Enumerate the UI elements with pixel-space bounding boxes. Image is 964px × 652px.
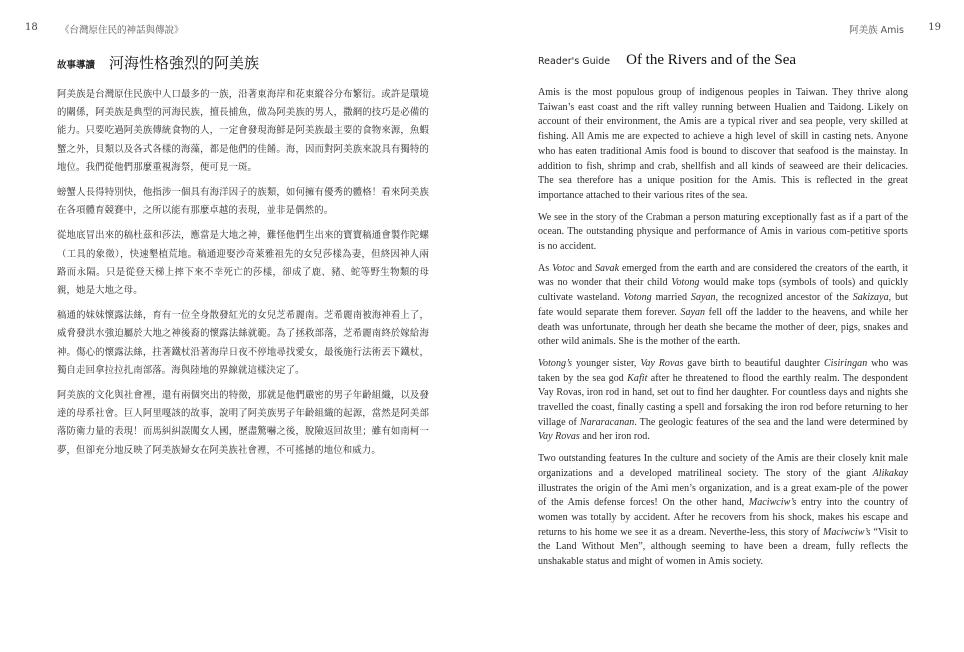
name-maciwciws: Maciwciw’s	[822, 526, 871, 538]
text-run: who was taken by the sea god	[538, 357, 908, 384]
left-running-title: 《台灣原住民的神話與傳說》	[60, 25, 184, 36]
text-run: and her iron rod.	[579, 431, 650, 443]
chapter-title-chinese: 河海性格強烈的阿美族	[109, 54, 260, 72]
text-run: As	[538, 262, 553, 274]
english-paragraph-1: Amis is the most populous group of indigenous peoples in Taiwan. They thrive along Taiwan’s east coast and the rift valley running between Hualien and Taidong. Likely on account of their environment, the Amis are a typical river and sea people, very skilled at fishing. All Amis me are expected to achieve a high level of skill in casting nets. Anyone who has eaten traditional Amis food is bound to discover that seafood is the mainstay. In addition to fish, shrimp and crab, shellfish and all kinds of seaweed are their delicacies. The sea therefore has a unique position for the Amis. This is reflected in the great importance attached to their various rites of the sea.	[538, 87, 908, 201]
name-kafit: Kafit	[627, 372, 648, 384]
section-label-chinese: 故事導讀	[57, 60, 96, 71]
text-run: Two outstanding features In the culture and society of the Amis are their closely knit male organizations and a developed matrilineal society. The story of the giant	[538, 453, 908, 479]
name-cisiringan: Cisiringan	[823, 357, 868, 369]
english-paragraph-2: We see in the story of the Crabman a person maturing exceptionally fast as if a part of the ocean. The outstanding physique and performance of Amis in various com-petitive sports is no accident.	[538, 211, 908, 253]
name-votoc: Votoc	[552, 262, 575, 274]
name-votongs: Votong’s	[538, 357, 573, 369]
left-page-number: 18	[25, 22, 38, 33]
text-run: fell off the ladder to the heavens, and while her death was unfortunate, through her death she became the mother of deer, pigs, snakes and other wild animals. She is the mother of the earth.	[538, 306, 908, 348]
chapter-title-english: Of the Rivers and of the Sea	[626, 52, 797, 68]
english-paragraph-4	[538, 357, 908, 445]
right-page-content	[538, 52, 908, 577]
text-run: , but fate would separate them forever.	[538, 292, 908, 318]
chinese-paragraph-5: 阿美族的文化與社會裡，還有兩個突出的特徵，那就是他們嚴密的男子年齡組織，以及發達的母系社會。巨人阿里嘎該的故事，說明了阿美族男子年齡組織的起源，當然是阿美部落防衛力量的表現！而馬糾糾誤闖女人國，歷盡驚嚇之後，脫險返回故里；雖有如南柯一夢，但卻充分地反映了阿美族婦女在阿美族社會裡，不可搖撼的地位和威力。	[57, 390, 429, 456]
text-run: , the recognized ancestor of the	[715, 292, 853, 304]
text-run: “Visit to the Land Without Men”, although seeming to have been a dream, fully reflects the unshakable status and might of women in Amis society.	[538, 526, 908, 568]
name-alikakay: Alikakay	[872, 467, 908, 479]
chinese-paragraph-3: 從地底冒出來的稿杜茲和莎法，應當是大地之神，難怪他們生出來的寶寶稿通會製作陀螺（工具的象徵），快速墾植荒地。稿通迎娶沙奇萊雅祖先的女兒莎樣為妻，但終因神人兩路而永隔。只是從登天梯上摔下來不幸死亡的莎樣，卻成了鹿、豬、蛇等野生物類的母親，她是大地之母。	[57, 230, 429, 297]
name-votong: Votong	[671, 277, 700, 289]
name-sakizaya: Sakizaya	[852, 292, 889, 304]
chinese-paragraph-1: 阿美族是台灣原住民族中人口最多的一族，沿著東海岸和花東縱谷分布繁衍。或許是環境的關係，阿美族是典型的河海民族，擅長捕魚，做為阿美族的男人，撒網的技巧是必備的能力。只要吃過阿美族傳統食物的人，一定會發現海鮮是阿美族最主要的食物來源，魚蝦蟹之外，貝類以及各式各樣的海藻，都是他們的佳餚。海，因而對阿美族來說具有獨特的地位。我們從他們那麼重視海祭，便可見一斑。	[57, 89, 429, 173]
text-run: and	[574, 262, 595, 274]
name-nararacanan: Nararacanan	[579, 416, 635, 428]
text-run: . The geologic features of the sea and the land were determined by	[634, 416, 909, 428]
text-run: after he threatened to flood the earthly realm. The despondent Vay Rovas, iron rod in hand, set out to find her daughter. For countless days and nights she travelled the coast, finally casting a spell and forsaking the iron rod before returning to her village of	[538, 372, 908, 428]
left-page-content	[57, 52, 429, 467]
section-label-english: Reader's Guide	[538, 56, 611, 67]
text-run: younger sister,	[572, 357, 641, 369]
name-vay-rovas: Vay Rovas	[538, 431, 580, 443]
name-savak: Savak	[594, 262, 620, 274]
english-paragraph-3	[538, 262, 908, 350]
name-votong: Votong	[623, 292, 652, 304]
text-run: gave birth to beautiful daughter	[683, 357, 824, 369]
text-run: illustrates the origin of the Ami men’s organization, and is a great exam-ple of the power of the Amis defense forces! On the other hand,	[538, 482, 908, 509]
chinese-paragraph-4: 稿通的妹妹懷露法絲，育有一位全身散發紅光的女兒芝希麗南。芝希麗南被海神看上了，威脅發洪水強迫屬於大地之神後裔的懷露法絲就範。為了拯救部落，芝希麗南終於嫁給海神。傷心的懷露法絲，拄著鐵杖沿著海岸日夜不停地尋找愛女，最後施行法術丟下鐵杖，獨自走回拿拉拉扎南部落。海與陸地的界線就這樣決定了。	[57, 310, 429, 376]
text-run: married	[651, 292, 691, 304]
name-sayan: Sayan	[690, 292, 716, 304]
left-heading	[57, 52, 429, 74]
text-run: emerged from the earth and are considered the creators of the earth, it was no wonder that their child	[538, 262, 908, 289]
english-paragraph-5	[538, 452, 908, 570]
right-page-number: 19	[928, 22, 941, 33]
name-vay-rovas: Vay Rovas	[640, 357, 684, 369]
text-run: entry into the country of women was totally by accident. After he recovers from his shock, makes his escape and returns to his home we see it as a dream. Neverthe-less, this story of	[538, 497, 909, 538]
right-heading	[538, 52, 908, 74]
right-running-title: 阿美族 Amis	[849, 25, 904, 36]
name-sayan: Sayan	[680, 306, 706, 318]
name-maciwciws: Maciwciw’s	[748, 497, 797, 509]
text-run: would make tops (symbols of tools) and quickly cultivate wasteland.	[538, 277, 908, 304]
chinese-paragraph-2: 螃蟹人長得特別快，他指涉一個具有海洋因子的族類，如何擁有優秀的體格！看來阿美族在各項體育競賽中，之所以能有那麼卓越的表現，並非是偶然的。	[57, 187, 429, 217]
